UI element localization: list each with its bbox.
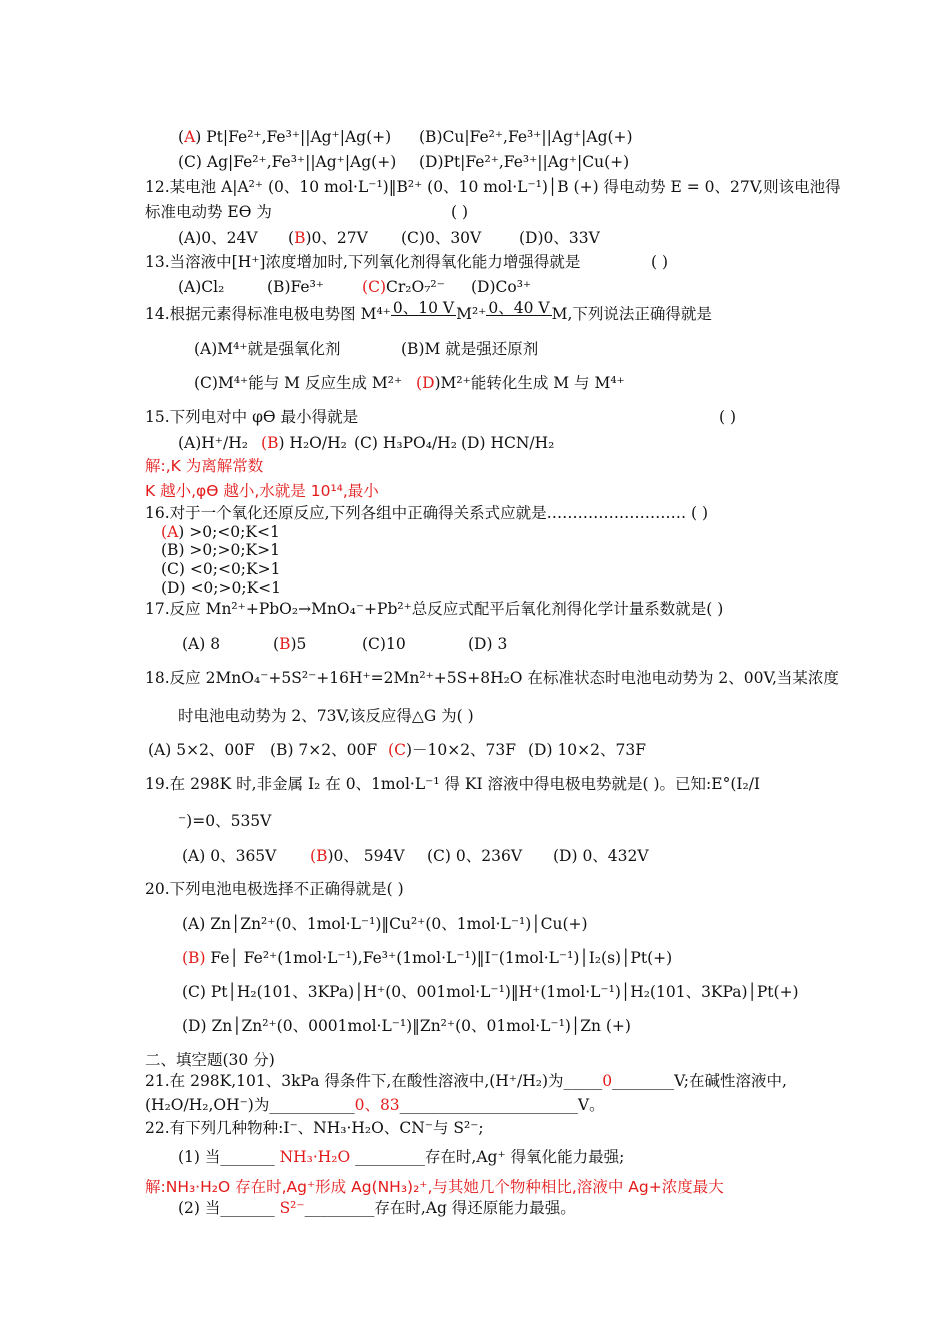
- q21-line2: [145, 1095, 605, 1115]
- q22-part-2-prefix: (2) 当_______: [178, 1199, 280, 1217]
- q17-option-b: (B)5: [273, 635, 307, 653]
- q17-answer-letter: B: [279, 635, 291, 653]
- q11-option-a: (A) Pt|Fe²⁺,Fe³⁺||Ag⁺|Ag(+): [178, 128, 392, 146]
- q12-option-b: (B)0、27V: [288, 229, 368, 247]
- q20-option-b: [182, 948, 672, 968]
- q22-part-1-suffix: _________存在时,Ag⁺ 得氧化能力最强;: [350, 1148, 625, 1166]
- q15-answer-paren: ( ): [719, 408, 737, 426]
- q19-option-c: (C) 0、236V: [427, 847, 523, 865]
- q13-answer-letter: C: [368, 278, 380, 296]
- q15-solution-note-1: 解:,K 为离解常数: [145, 457, 264, 475]
- q15-option-b-text: ) H₂O/H₂: [278, 434, 347, 452]
- q19-option-b: (B)0、 594V: [310, 847, 405, 865]
- q11-option-a-text: ) Pt|Fe²⁺,Fe³⁺||Ag⁺|Ag(+): [195, 128, 392, 146]
- q16-option-c: (C) <0;<0;K>1: [161, 560, 281, 578]
- q14-potential-arrow-1: 0、10 V: [392, 299, 455, 317]
- q22-part-2: [178, 1198, 576, 1218]
- q18-stem-line2: 时电池电动势为 2、73V,该反应得△G 为( ): [178, 707, 474, 725]
- q20-answer-letter: (B): [182, 949, 206, 967]
- q16-option-d: (D) <0;>0;K<1: [161, 579, 282, 597]
- q16-stem: 16.对于一个氧化还原反应,下列各组中正确得关系式应就是……………………… ( ): [145, 504, 709, 522]
- q22-answer-2: S²⁻: [279, 1199, 305, 1217]
- q15-option-b: (B) H₂O/H₂: [261, 434, 347, 452]
- q22-stem: 22.有下列几种物种:I⁻、NH₃·H₂O、CN⁻与 S²⁻;: [145, 1119, 484, 1137]
- q21-answer-1: 0: [602, 1072, 613, 1090]
- q14-option-d: (D)M²⁺能转化生成 M 与 M⁴⁺: [416, 374, 625, 392]
- q14-answer-letter: D: [422, 374, 435, 392]
- q19-option-a: (A) 0、365V: [182, 847, 277, 865]
- q14-option-a: (A)M⁴⁺就是强氧化剂: [194, 340, 341, 358]
- q12-option-c: (C)0、30V: [401, 229, 482, 247]
- q12-stem-line1: 12.某电池 A|A²⁺ (0、10 mol·L⁻¹)‖B²⁺ (0、10 mol·L⁻¹)│B (+) 得电动势 E = 0、27V,则该电池得: [145, 178, 841, 196]
- q14-stem-prefix: 14.根据元素得标准电极电势图 M⁴⁺: [145, 305, 391, 323]
- q18-stem-line1: 18.反应 2MnO₄⁻+5S²⁻+16H⁺=2Mn²⁺+5S+8H₂O 在标准状态时电池电动势为 2、00V,当某浓度: [145, 669, 839, 687]
- q21-line1: [145, 1071, 787, 1091]
- q15-option-d: (D) HCN/H₂: [461, 434, 555, 452]
- q20-option-c: (C) Pt│H₂(101、3KPa)│H⁺(0、001mol·L⁻¹)‖H⁺(1mol·L⁻¹)│H₂(101、3KPa)│Pt(+): [182, 983, 799, 1001]
- q22-part-1: [178, 1147, 624, 1167]
- q12-answer-paren: ( ): [451, 203, 469, 221]
- q21-line2-prefix: (H₂O/H₂,OH⁻)为___________: [145, 1096, 355, 1114]
- q20-stem: 20.下列电池电极选择不正确得就是( ): [145, 880, 404, 898]
- q13-option-a: (A)Cl₂: [178, 278, 225, 296]
- q14-option-c: (C)M⁴⁺能与 M 反应生成 M²⁺: [194, 374, 403, 392]
- q11-option-b: (B)Cu|Fe²⁺,Fe³⁺||Ag⁺|Ag(+): [419, 128, 633, 146]
- q18-option-c-text: )－10×2、73F: [405, 741, 517, 759]
- q13-option-c: (C)Cr₂O₇²⁻: [362, 278, 445, 296]
- q12-answer-letter: B: [294, 229, 306, 247]
- q15-option-c: (C) H₃PO₄/H₂: [354, 434, 457, 452]
- q17-stem: 17.反应 Mn²⁺+PbO₂→MnO₄⁻+Pb²⁺总反应式配平后氧化剂得化学计量系数就是( ): [145, 600, 724, 618]
- q17-option-c: (C)10: [362, 635, 406, 653]
- q17-option-b-text: )5: [290, 635, 307, 653]
- q21-line1-prefix: 21.在 298K,101、3kPa 得条件下,在酸性溶液中,(H⁺/H₂)为_____: [145, 1072, 603, 1090]
- q19-answer-letter: B: [316, 847, 328, 865]
- q18-option-c: (C)－10×2、73F: [388, 741, 517, 759]
- q14-option-b: (B)M 就是强还原剂: [401, 340, 539, 358]
- section-2-heading: 二、填空题(30 分): [145, 1051, 275, 1069]
- q13-stem: 13.当溶液中[H⁺]浓度增加时,下列氧化剂得氧化能力增强得就是: [145, 253, 581, 271]
- q14-stem-mid: M²⁺: [456, 305, 487, 323]
- q21-line2-suffix: _______________________V。: [399, 1096, 605, 1114]
- q12-option-d: (D)0、33V: [519, 229, 600, 247]
- q14-potential-arrow-2: 0、40 V: [488, 299, 550, 317]
- q20-option-b-text: Fe│ Fe²⁺(1mol·L⁻¹),Fe³⁺(1mol·L⁻¹)‖I⁻(1mol·L⁻¹)│I₂(s)│Pt(+): [205, 949, 673, 967]
- q18-option-b: (B) 7×2、00F: [270, 741, 378, 759]
- q13-option-c-text: Cr₂O₇²⁻: [386, 278, 445, 296]
- q22-part-1-prefix: (1) 当_______: [178, 1148, 280, 1166]
- q14-stem: [145, 299, 712, 324]
- q19-option-b-text: )0、 594V: [327, 847, 405, 865]
- q18-answer-letter: C: [394, 741, 406, 759]
- q20-option-d: (D) Zn│Zn²⁺(0、0001mol·L⁻¹)‖Zn²⁺(0、01mol·L⁻¹)│Zn (+): [182, 1017, 631, 1035]
- q21-answer-2: 0、83: [354, 1096, 400, 1114]
- q15-solution-note-2: K 越小,φϴ 越小,水就是 10¹⁴,最小: [145, 482, 379, 500]
- q12-stem-line2: 标准电动势 Eϴ 为: [145, 203, 272, 221]
- q12-option-b-text: )0、27V: [305, 229, 368, 247]
- q19-stem-line1: 19.在 298K 时,非金属 I₂ 在 0、1mol·L⁻¹ 得 KI 溶液中得电极电势就是( )。已知:E°(I₂/I: [145, 775, 761, 793]
- q17-option-d: (D) 3: [468, 635, 508, 653]
- q15-answer-letter: B: [267, 434, 279, 452]
- q19-option-d: (D) 0、432V: [553, 847, 649, 865]
- q22-answer-1: NH₃·H₂O: [279, 1148, 351, 1166]
- q13-answer-paren: ( ): [651, 253, 669, 271]
- q16-option-a: (A) >0;<0;K<1: [161, 523, 280, 541]
- q14-option-d-text: )M²⁺能转化生成 M 与 M⁴⁺: [434, 374, 625, 392]
- q18-option-a: (A) 5×2、00F: [148, 741, 255, 759]
- q19-stem-line2: ⁻)=0、535V: [178, 812, 272, 830]
- q21-line1-suffix: ________V;在碱性溶液中,: [612, 1072, 787, 1090]
- q17-option-a: (A) 8: [182, 635, 221, 653]
- q13-option-d: (D)Co³⁺: [471, 278, 532, 296]
- q15-stem: 15.下列电对中 φϴ 最小得就是: [145, 408, 359, 426]
- q20-option-a: (A) Zn│Zn²⁺(0、1mol·L⁻¹)‖Cu²⁺(0、1mol·L⁻¹)│Cu(+): [182, 915, 588, 933]
- q22-solution-note: 解:NH₃·H₂O 存在时,Ag⁺形成 Ag(NH₃)₂⁺,与其她几个物种相比,溶液中 Ag+浓度最大: [145, 1178, 724, 1196]
- q11-option-c: (C) Ag|Fe²⁺,Fe³⁺||Ag⁺|Ag(+): [178, 153, 397, 171]
- q16-answer-letter: A: [167, 523, 179, 541]
- q11-option-d: (D)Pt|Fe²⁺,Fe³⁺||Ag⁺|Cu(+): [419, 153, 630, 171]
- q15-option-a: (A)H⁺/H₂: [178, 434, 248, 452]
- q16-option-b: (B) >0;>0;K>1: [161, 541, 280, 559]
- q22-part-2-suffix: _________存在时,Ag 得还原能力最强。: [304, 1199, 576, 1217]
- q18-option-d: (D) 10×2、73F: [528, 741, 646, 759]
- q16-option-a-text: ) >0;<0;K<1: [178, 523, 280, 541]
- q12-option-a: (A)0、24V: [178, 229, 258, 247]
- q13-option-b: (B)Fe³⁺: [267, 278, 324, 296]
- q11-answer-letter: A: [184, 128, 196, 146]
- q14-stem-suffix: M,下列说法正确得就是: [551, 305, 712, 323]
